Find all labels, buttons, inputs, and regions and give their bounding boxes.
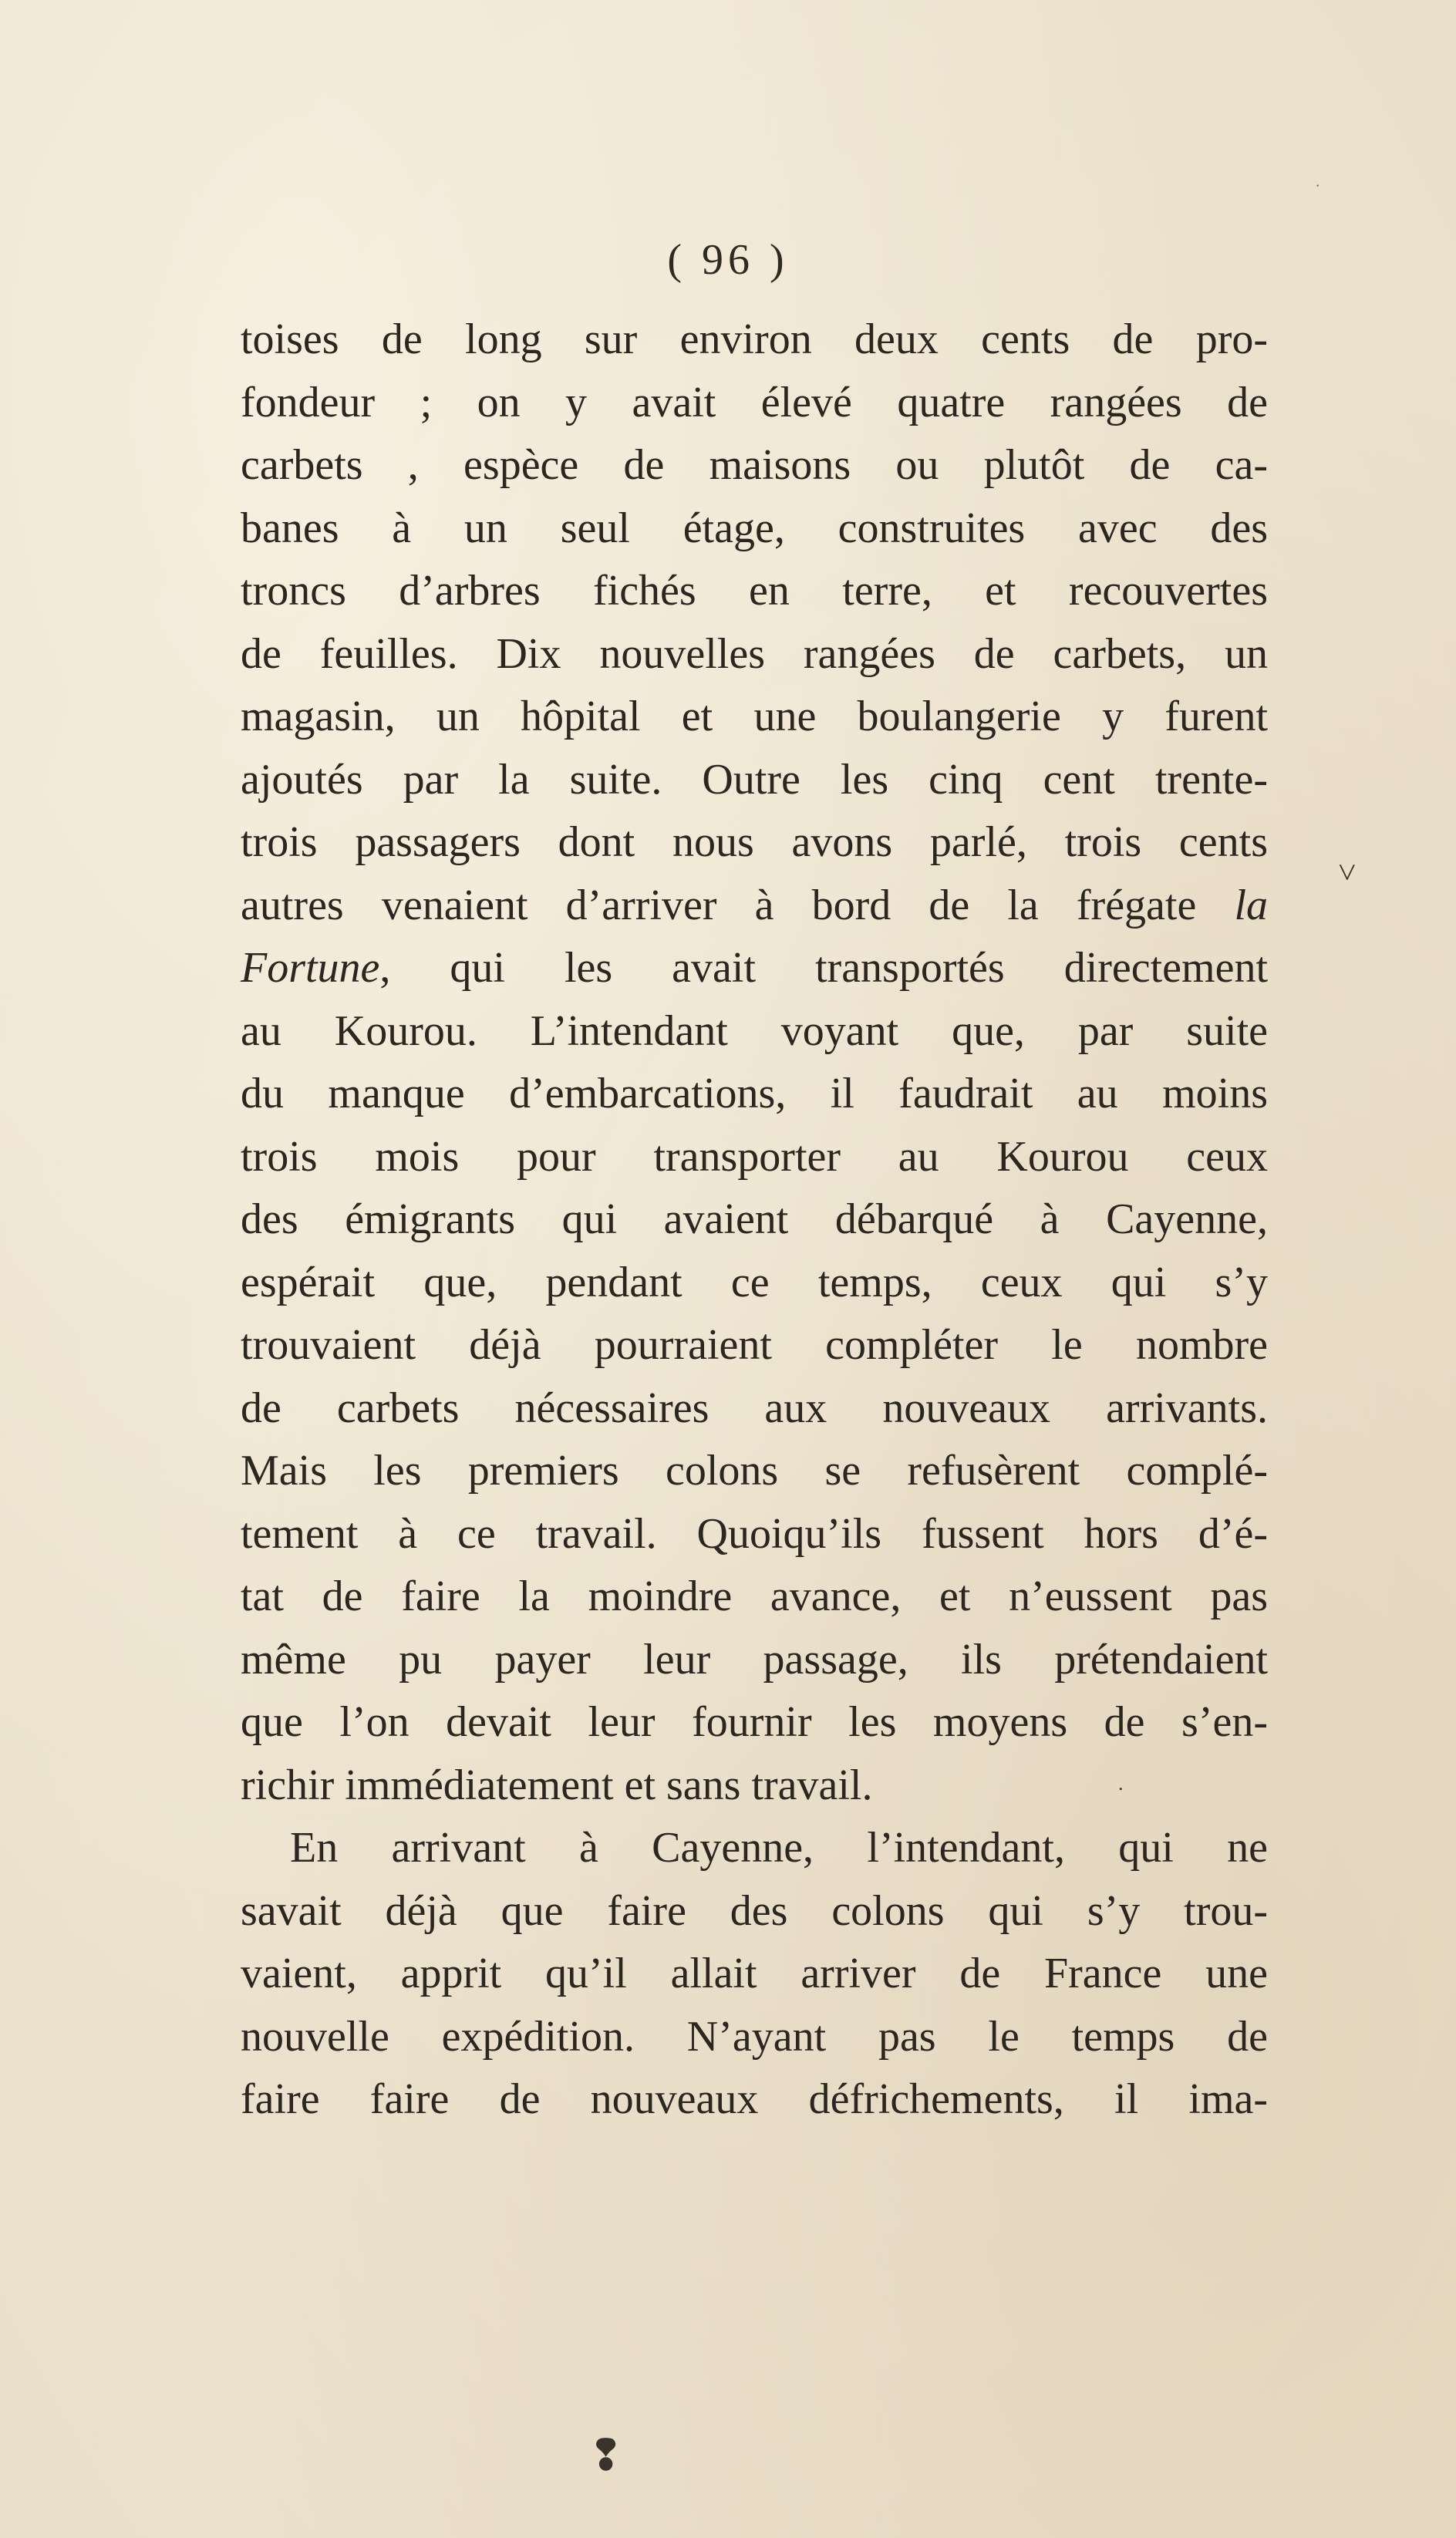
line-text: toises de long sur environ deux cents de pro- (241, 315, 1268, 363)
text-line (241, 1566, 1268, 1629)
line-text: même pu payer leur passage, ils prétendaient (241, 1635, 1268, 1684)
line-text: des émigrants qui avaient débarqué à Cayenne, (241, 1195, 1268, 1243)
text-line (241, 811, 1268, 875)
text-line (241, 1880, 1268, 1943)
line-text: du manque d’embarcations, il faudrait au moins (241, 1070, 1268, 1117)
text-line (241, 434, 1268, 497)
line-text: Mais les premiers colons se refusèrent complé- (241, 1447, 1268, 1495)
line-text: savait déjà que faire des colons qui s’y trou- (241, 1886, 1268, 1935)
line-text: vaient, apprit qu’il allait arriver de France une (241, 1950, 1268, 1997)
line-text: tat de faire la moindre avance, et n’eussent pas (241, 1572, 1268, 1620)
line-text: troncs d’arbres fichés en terre, et recouvertes (241, 567, 1268, 615)
text-line (241, 1943, 1268, 2006)
line-text: richir immédiatement et sans travail. (241, 1761, 873, 1809)
text-line (241, 1503, 1268, 1566)
line-text: , qui les avait transportés directement (379, 944, 1268, 992)
text-line (241, 1188, 1268, 1252)
line-text: magasin, un hôpital et une boulangerie y furent (241, 693, 1268, 740)
text-line (241, 686, 1268, 749)
text-line (241, 1629, 1268, 1692)
text-line (241, 875, 1268, 938)
line-text: de carbets nécessaires aux nouveaux arrivants. (241, 1384, 1268, 1432)
line-text: autres venaient d’arriver à bord de la frégate (241, 881, 1235, 929)
paper-speck: · (1315, 176, 1321, 195)
italic-text: la (1234, 881, 1268, 929)
line-text: trouvaient déjà pourraient compléter le nombre (241, 1321, 1268, 1369)
line-text: fondeur ; on y avait élevé quatre rangées de (241, 378, 1268, 426)
text-line (241, 497, 1268, 561)
line-text: nouvelle expédition. N’ayant pas le temps de (241, 2012, 1268, 2061)
text-line (241, 560, 1268, 623)
text-line (241, 1314, 1268, 1377)
text-line (241, 623, 1268, 686)
text-line (241, 1252, 1268, 1315)
signature-mark: ❢ (588, 2432, 624, 2479)
line-text: tement à ce travail. Quoiqu’ils fussent hors d’é- (241, 1509, 1268, 1558)
text-line (241, 1691, 1268, 1754)
line-text: de feuilles. Dix nouvelles rangées de carbets, un (241, 629, 1268, 678)
line-text: au Kourou. L’intendant voyant que, par suite (241, 1006, 1268, 1055)
line-text: trois passagers dont nous avons parlé, trois cents (241, 818, 1268, 866)
text-line (241, 2068, 1268, 2132)
text-line (241, 1000, 1268, 1063)
line-text: banes à un seul étage, construites avec des (241, 504, 1268, 552)
line-text: ajoutés par la suite. Outre les cinq cent trente- (241, 755, 1268, 804)
line-text: faire faire de nouveaux défrichements, il ima- (241, 2075, 1268, 2123)
page-number: ( 96 ) (667, 236, 789, 284)
text-line (241, 1063, 1268, 1126)
text-line (241, 1754, 1268, 1818)
line-text: que l’on devait leur fournir les moyens de s’en- (241, 1698, 1268, 1746)
line-text: espérait que, pendant ce temps, ceux qui s’y (241, 1258, 1268, 1306)
text-line (241, 372, 1268, 435)
ink-dot: . (1118, 1772, 1124, 1795)
text-line (241, 1440, 1268, 1503)
line-text: En arrivant à Cayenne, l’intendant, qui ne (290, 1824, 1268, 1872)
italic-text: Fortune (241, 944, 380, 992)
text-line (241, 1377, 1268, 1441)
body-text (241, 308, 1268, 2132)
text-line (241, 1126, 1268, 1189)
margin-mark: ˅ (1338, 855, 1357, 891)
text-line (241, 749, 1268, 812)
line-text: carbets , espèce de maisons ou plutôt de ca- (241, 441, 1268, 489)
text-line (241, 937, 1268, 1000)
text-line (241, 308, 1268, 372)
text-line (241, 1817, 1268, 1880)
text-line (241, 2006, 1268, 2069)
line-text: trois mois pour transporter au Kourou ceux (241, 1132, 1268, 1181)
